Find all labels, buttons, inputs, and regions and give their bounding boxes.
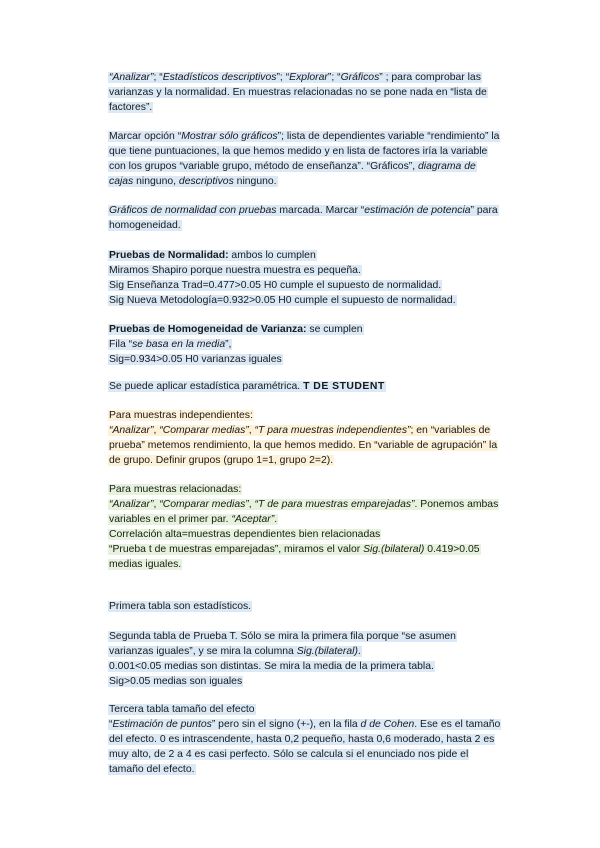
- text-line: factores”.: [109, 102, 153, 113]
- text-line: Fila “se basa en la media”,: [109, 339, 232, 350]
- italic-text: descriptivos: [178, 176, 234, 187]
- text-line: muy alto, de 2 a 4 es casi perfecto. Sólo se calcula si el enunciado nos pide el: [109, 749, 469, 760]
- text-line: 0.001<0.05 medias son distintas. Se mira la media de la primera tabla.: [109, 661, 434, 672]
- paragraph-segunda-tabla: [108, 629, 528, 689]
- italic-text: “Analizar”: [109, 425, 154, 436]
- italic-text: “T de para muestras emparejadas”: [254, 499, 415, 510]
- text-line: Miramos Shapiro porque nuestra muestra es pequeña.: [109, 265, 361, 276]
- text-line: Se puede aplicar estadística paramétrica. T DE STUDENT: [109, 381, 385, 392]
- italic-text: Sig.(bilateral): [363, 544, 425, 555]
- italic-text: cajas: [109, 176, 134, 187]
- section-heading: Pruebas de Homogeneidad de Varianza:: [109, 324, 307, 335]
- text-line: del efecto. 0 es intrascendente, hasta 0,2 pequeño, hasta 0,6 moderado, hasta 2 es: [109, 734, 495, 745]
- italic-text: Mostrar sólo gráficos: [181, 131, 278, 142]
- text-line: tamaño del efecto.: [109, 764, 195, 775]
- text-line: Primera tabla son estadísticos.: [109, 601, 252, 612]
- text-line: de grupo. Definir grupos (grupo 1=1, grupo 2=2).: [109, 455, 334, 466]
- text-line: “Analizar”, “Comparar medias”, “T de para muestras emparejadas”. Ponemos ambas: [109, 499, 499, 510]
- paragraph-tercera-tabla: [108, 702, 528, 777]
- text-line: con los grupos “variable grupo, método de enseñanza”. “Gráficos”, diagrama de: [109, 161, 476, 172]
- paragraph-explorar: [108, 70, 528, 115]
- paragraph-graficos-normalidad: [108, 203, 528, 233]
- italic-text: estimación de potencia: [364, 205, 471, 216]
- paragraph-homogeneidad-varianza: [108, 322, 528, 367]
- text-line: prueba” metemos rendimiento, la que hemos medido. En “variable de agrupación” la: [109, 440, 498, 451]
- italic-text: Gráficos: [340, 72, 380, 83]
- section-heading: Pruebas de Normalidad:: [109, 250, 229, 261]
- text-line: cajas ninguno, descriptivos ninguno.: [109, 176, 277, 187]
- italic-text: Gráficos de normalidad con pruebas: [109, 205, 277, 216]
- text-line: que tiene puntuaciones, la que hemos medido y en lista de factores iría la variable: [109, 146, 488, 157]
- italic-text: diagrama de: [418, 161, 476, 172]
- text-line: Pruebas de Normalidad: ambos lo cumplen: [109, 250, 316, 261]
- text-line: “Prueba t de muestras emparejadas”, miramos el valor Sig.(bilateral) 0.419>0.05: [109, 544, 480, 555]
- italic-text: “Comparar medias”: [159, 425, 249, 436]
- italic-text: se basa en la media: [132, 339, 226, 350]
- text-line: Segunda tabla de Prueba T. Sólo se mira la primera fila porque “se asumen: [109, 631, 456, 642]
- text-line: Para muestras independientes:: [109, 410, 253, 421]
- text-line: variables en el primer par. “Aceptar”.: [109, 514, 278, 525]
- italic-text: Estadísticos descriptivos: [162, 72, 277, 83]
- text-line: varianzas iguales”, y se mira la columna Sig.(bilateral).: [109, 646, 361, 657]
- text-line: Para muestras relacionadas:: [109, 484, 242, 495]
- text-line: Sig Enseñanza Trad=0.477>0.05 H0 cumple el supuesto de normalidad.: [109, 280, 442, 291]
- paragraph-pruebas-normalidad: [108, 248, 528, 308]
- italic-text: Estimación de puntos: [112, 719, 212, 730]
- text-line: varianzas y la normalidad. En muestras relacionadas no se pone nada en “lista de: [109, 87, 487, 98]
- italic-text: “Analizar”: [109, 499, 154, 510]
- text-line: Sig Nueva Metodología=0.932>0.05 H0 cumple el supuesto de normalidad.: [109, 295, 456, 306]
- paragraph-parametrica: [108, 379, 528, 394]
- text-line: Pruebas de Homogeneidad de Varianza: se cumplen: [109, 324, 363, 335]
- text-line: Marcar opción “Mostrar sólo gráficos”; lista de dependientes variable “rendimiento” la: [109, 131, 500, 142]
- text-line: “Estimación de puntos” pero sin el signo (+-), en la fila d de Cohen. Ese es el tamaño: [109, 719, 501, 730]
- italic-text: “Aceptar”: [231, 514, 275, 525]
- italic-text: Explorar: [289, 72, 328, 83]
- text-line: “Analizar”; “Estadísticos descriptivos”; “Explorar”; “Gráficos” ; para comprobar las: [109, 72, 481, 83]
- italic-text: d de Cohen: [360, 719, 415, 730]
- text-line: Correlación alta=muestras dependientes bien relacionadas: [109, 529, 381, 540]
- text-line: “Analizar”, “Comparar medias”, “T para muestras independientes”; en “variables de: [109, 425, 491, 436]
- paragraph-primera-tabla: [108, 599, 528, 614]
- italic-text: “Analizar”: [109, 72, 154, 83]
- t-student-heading: T DE STUDENT: [303, 381, 385, 392]
- text-line: Tercera tabla tamaño del efecto: [109, 704, 255, 715]
- text-line: homogeneidad.: [109, 220, 181, 231]
- italic-text: “Comparar medias”: [159, 499, 249, 510]
- paragraph-muestras-independientes: [108, 408, 528, 468]
- text-line: Sig=0.934>0.05 H0 varianzas iguales: [109, 354, 282, 365]
- italic-text: Sig.(bilateral): [296, 646, 358, 657]
- paragraph-muestras-relacionadas: [108, 482, 528, 572]
- italic-text: “T para muestras independientes”: [254, 425, 411, 436]
- text-line: Sig>0.05 medias son iguales: [109, 676, 243, 687]
- paragraph-mostrar-graficos: [108, 129, 528, 189]
- text-line: Gráficos de normalidad con pruebas marcada. Marcar “estimación de potencia” para: [109, 205, 498, 216]
- text-line: medias iguales.: [109, 559, 182, 570]
